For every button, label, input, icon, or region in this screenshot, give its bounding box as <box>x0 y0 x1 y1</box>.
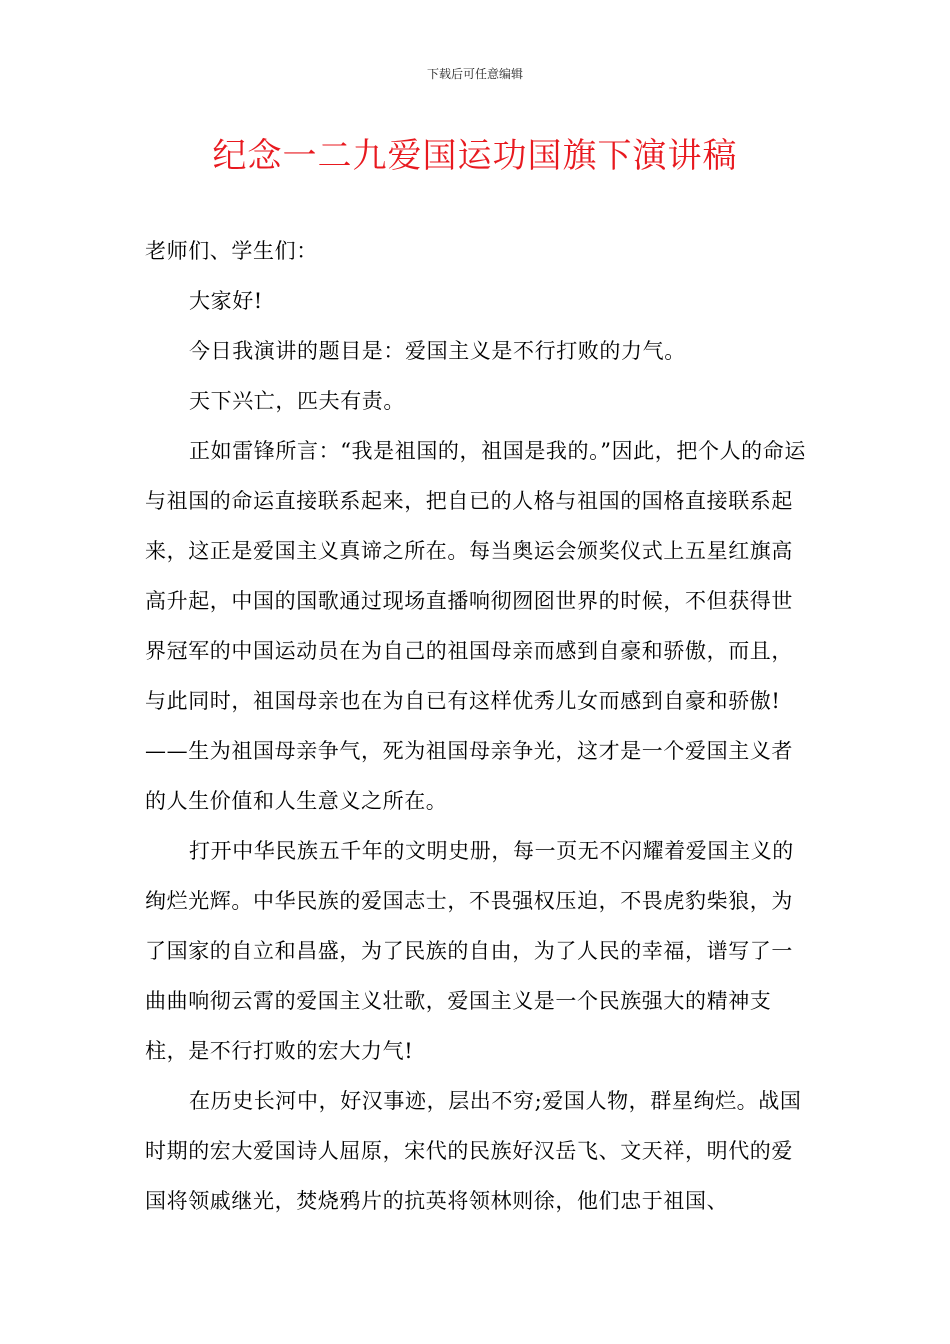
paragraph-body-1: 正如雷锋所言：“我是祖国的，祖国是我的。”因此，把个人的命运与祖国的命运直接联系起来，把自已的人格与祖国的国格直接联系起来，这正是爱国主义真谛之所在。每当奥运会颁奖仪式上五星红旗高高升起，中国的国歌通过现场直播响彻囫囵世界的时候，不但获得世界冠军的中国运动员在为自己的祖国母亲而感到自豪和骄傲，而且，与此同时，祖国母亲也在为自已有这样优秀儿女而感到自豪和骄傲!——生为祖国母亲争气，死为祖国母亲争光，这才是一个爱国主义者的人生价值和人生意义之所在。 <box>145 439 806 813</box>
paragraph-body-2: 打开中华民族五千年的文明史册，每一页无不闪耀着爱国主义的绚烂光辉。中华民族的爱国志士，不畏强权压迫，不畏虎豹柴狼，为了国家的自立和昌盛，为了民族的自由，为了人民的幸福，谱写了一曲曲响彻云霄的爱国主义壮歌，爱国主义是一个民族强大的精神支柱，是不行打败的宏大力气! <box>145 839 794 1063</box>
paragraph-body-3: 在历史长河中，好汉事迹，层出不穷;爱国人物，群星绚烂。战国时期的宏大爱国诗人屈原，宋代的民族好汉岳飞、文天祥，明代的爱国将领戚继光，焚烧鸦片的抗英将领林则徐，他们忠于祖国、 <box>145 1089 802 1213</box>
paragraph-greeting: 大家好! <box>189 289 263 313</box>
document-title: 纪念一二九爱国运功国旗下演讲稿 <box>212 136 738 176</box>
page-header-note: 下载后可任意编辑 <box>426 67 523 81</box>
paragraph-proverb: 天下兴亡，匹夫有责。 <box>189 389 405 413</box>
salutation: 老师们、学生们： <box>145 239 318 263</box>
paragraph-topic: 今日我演讲的题目是：爱国主义是不行打败的力气。 <box>189 339 686 363</box>
document-body <box>145 226 807 1226</box>
